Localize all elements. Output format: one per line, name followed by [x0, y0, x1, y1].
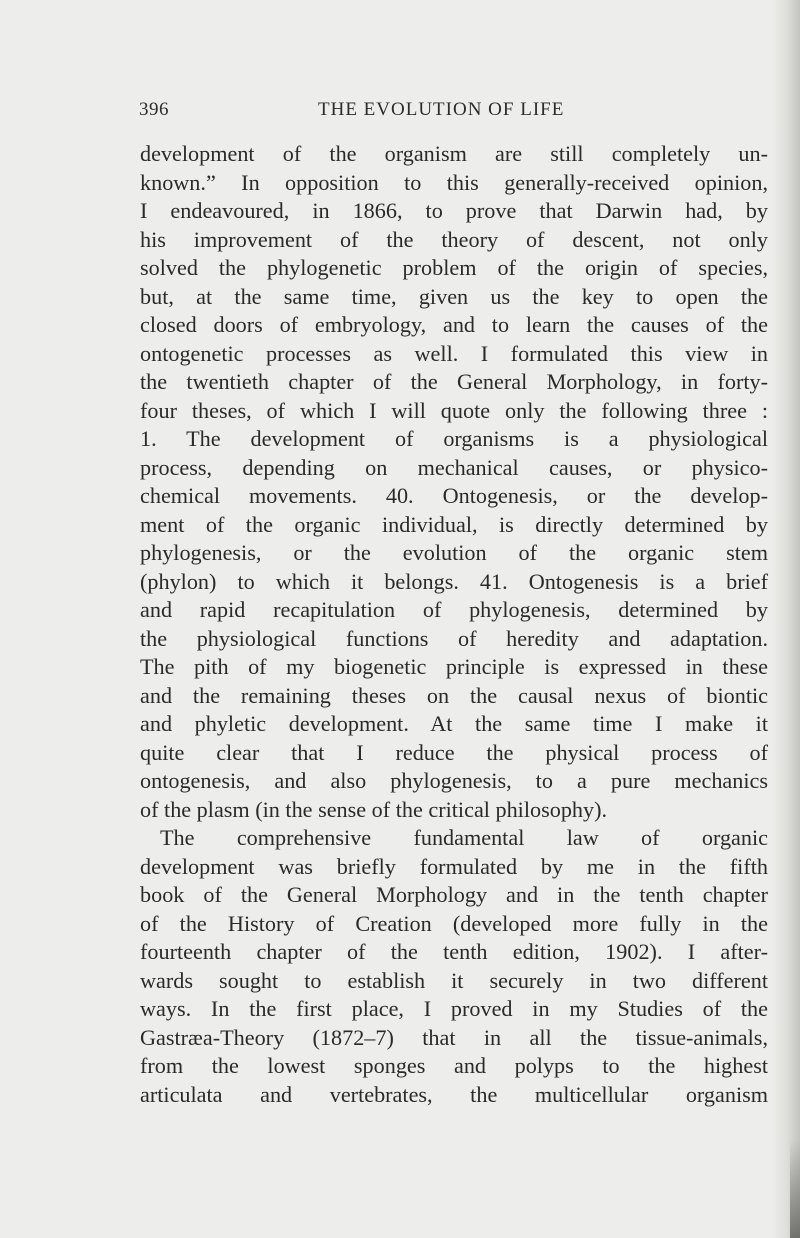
- text-line: The pith of my biogenetic principle is expressed in these: [140, 654, 768, 679]
- body-text: [140, 140, 768, 1109]
- text-line: ontogenetic processes as well. I formulated this view in: [140, 340, 768, 366]
- text-line: of the plasm (in the sense of the critical philosophy).: [140, 796, 608, 822]
- text-line: fourteenth chapter of the tenth edition, 1902). I after-: [140, 939, 768, 964]
- text-line: (phylon) to which it belongs. 41. Ontogenesis is a brief: [140, 568, 768, 594]
- text-line: chemical movements. 40. Ontogenesis, or the develop-: [140, 483, 768, 508]
- text-line: the physiological functions of heredity and adaptation.: [140, 625, 768, 651]
- page-number: 396: [139, 99, 169, 120]
- text-line: phylogenesis, or the evolution of the organic stem: [140, 540, 768, 565]
- text-line: from the lowest sponges and polyps to the highest: [140, 1053, 768, 1078]
- text-line: known.” In opposition to this generally-received opinion,: [140, 169, 768, 195]
- text-line: quite clear that I reduce the physical process of: [140, 739, 768, 765]
- text-line: his improvement of the theory of descent, not only: [140, 226, 768, 252]
- text-line: closed doors of embryology, and to learn the causes of the: [140, 312, 768, 337]
- text-line: The comprehensive fundamental law of organic: [160, 825, 768, 850]
- text-line: development was briefly formulated by me in the fifth: [140, 853, 768, 879]
- text-line: wards sought to establish it securely in two different: [140, 967, 768, 993]
- text-line: but, at the same time, given us the key to open the: [140, 283, 768, 309]
- text-line: solved the phylogenetic problem of the origin of species,: [140, 255, 768, 280]
- text-line: 1. The development of organisms is a physiological: [140, 426, 768, 451]
- text-line: Gastræa-Theory (1872–7) that in all the tissue-animals,: [140, 1024, 768, 1050]
- text-line: and phyletic development. At the same time I make it: [140, 711, 768, 736]
- text-line: I endeavoured, in 1866, to prove that Darwin had, by: [140, 198, 768, 223]
- text-line: and rapid recapitulation of phylogenesis, determined by: [140, 597, 768, 622]
- text-line: ment of the organic individual, is directly determined by: [140, 511, 768, 537]
- text-line: articulata and vertebrates, the multicellular organism: [140, 1081, 768, 1107]
- text-line: the twentieth chapter of the General Morphology, in forty-: [140, 369, 768, 394]
- text-line: four theses, of which I will quote only the following three :: [140, 397, 768, 423]
- text-line: development of the organism are still completely un-: [140, 141, 768, 166]
- page-edge-shadow: [772, 0, 800, 1238]
- running-head: [0, 99, 800, 133]
- text-line: book of the General Morphology and in the tenth chapter: [140, 882, 768, 907]
- text-line: process, depending on mechanical causes, or physico-: [140, 454, 768, 480]
- text-line: ways. In the first place, I proved in my Studies of the: [140, 996, 768, 1021]
- text-line: and the remaining theses on the causal nexus of biontic: [140, 682, 768, 708]
- text-line: ontogenesis, and also phylogenesis, to a pure mechanics: [140, 768, 768, 793]
- text-line: of the History of Creation (developed more fully in the: [140, 910, 768, 936]
- running-title: THE EVOLUTION OF LIFE: [318, 99, 565, 120]
- page-edge-dark: [790, 1140, 800, 1238]
